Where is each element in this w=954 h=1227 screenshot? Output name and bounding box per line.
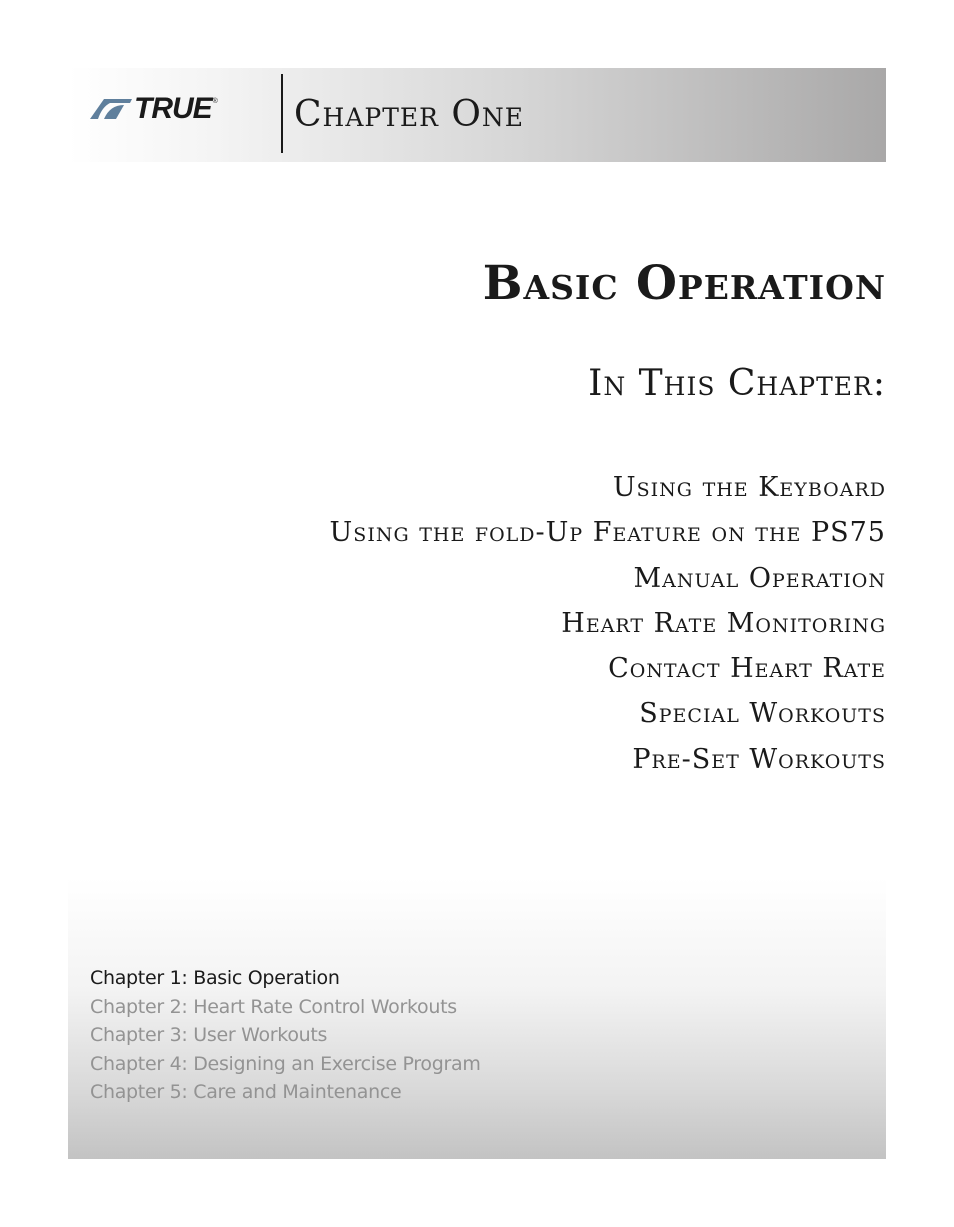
topic-item: Pre-Set Workouts bbox=[632, 743, 886, 775]
chapter-nav-item[interactable]: Chapter 5: Care and Maintenance bbox=[90, 1081, 402, 1103]
topic-item: Using the fold-Up Feature on the PS75 bbox=[329, 517, 886, 549]
header-divider bbox=[281, 74, 283, 153]
chapter-topics-list bbox=[330, 465, 886, 782]
chapter-nav-item[interactable]: Chapter 4: Designing an Exercise Program bbox=[90, 1052, 481, 1075]
chapter-nav-item[interactable]: Chapter 3: User Workouts bbox=[90, 1024, 328, 1046]
chapter-label: Chapter One bbox=[294, 94, 525, 135]
topic-item: Using the Keyboard bbox=[612, 472, 886, 503]
chapter-nav-item[interactable]: Chapter 1: Basic Operation bbox=[90, 967, 340, 989]
page-title: Basic Operation bbox=[482, 256, 886, 311]
true-logo-icon bbox=[90, 97, 132, 121]
topic-item: Manual Operation bbox=[633, 562, 886, 594]
true-logo bbox=[90, 92, 218, 125]
logo-wordmark: TRUE bbox=[134, 92, 212, 125]
registered-mark: ® bbox=[212, 98, 218, 105]
section-heading: In This Chapter: bbox=[588, 363, 886, 404]
chapter-nav-item[interactable]: Chapter 2: Heart Rate Control Workouts bbox=[90, 995, 457, 1018]
chapter-navigation bbox=[90, 964, 481, 1107]
topic-item: Contact Heart Rate bbox=[608, 653, 886, 685]
topic-item: Heart Rate Monitoring bbox=[561, 607, 886, 639]
topic-item: Special Workouts bbox=[639, 698, 886, 730]
